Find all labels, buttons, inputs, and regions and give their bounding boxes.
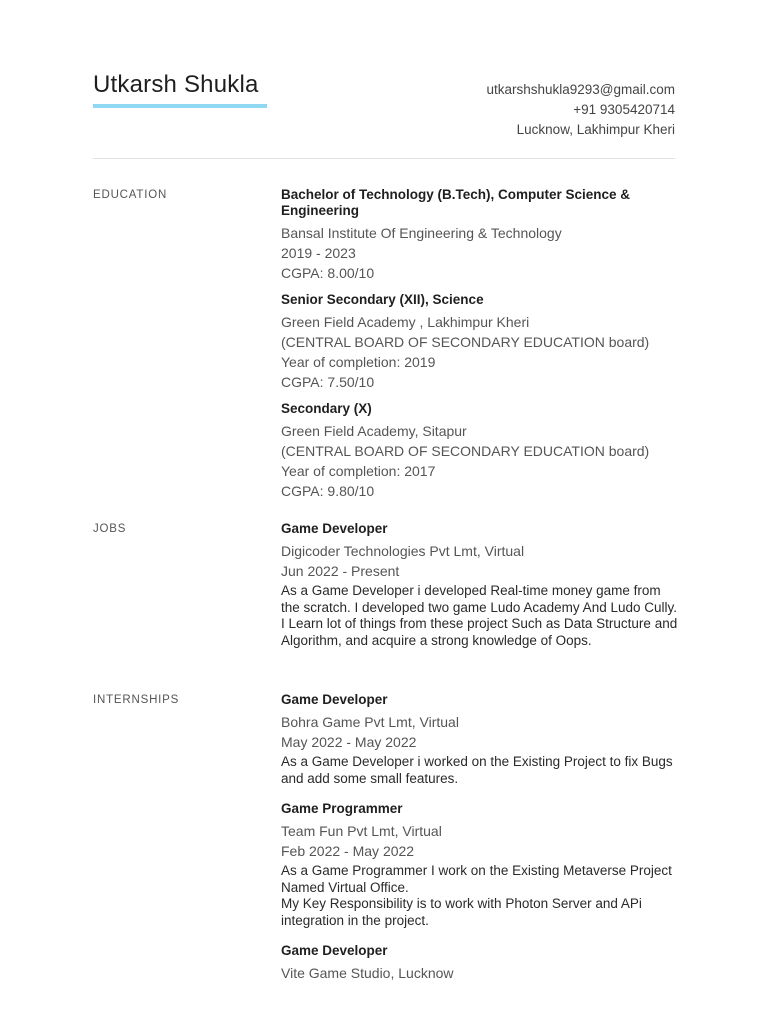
entry-institution: Bansal Institute Of Engineering & Technology <box>281 225 562 241</box>
name-accent-bar <box>93 104 267 108</box>
section-label-internships: INTERNSHIPS <box>93 694 180 706</box>
entry-title: Secondary (X) <box>281 401 372 416</box>
education-entry <box>281 187 681 283</box>
candidate-name: Utkarsh Shukla <box>93 71 259 98</box>
entry-title: Senior Secondary (XII), Science <box>281 292 484 307</box>
job-entry <box>281 521 681 649</box>
entry-board: (CENTRAL BOARD OF SECONDARY EDUCATION board) <box>281 334 650 350</box>
entry-dates: May 2022 - May 2022 <box>281 734 417 750</box>
internship-entry <box>281 801 681 929</box>
entry-company: Team Fun Pvt Lmt, Virtual <box>281 823 442 839</box>
entry-grade: CGPA: 8.00/10 <box>281 265 375 281</box>
internship-entry <box>281 943 681 983</box>
entry-title: Game Programmer <box>281 801 403 816</box>
section-label-education: EDUCATION <box>93 189 168 201</box>
entry-completion: Year of completion: 2019 <box>281 354 436 370</box>
entry-description: I Learn lot of things from these project Such as Data Structure and Algorithm, and acquire a strong knowledge of Oops. <box>281 616 678 648</box>
entry-title: Game Developer <box>281 692 388 707</box>
education-entry <box>281 292 681 392</box>
education-entry <box>281 401 681 501</box>
contact-email[interactable]: utkarshshukla9293@gmail.com <box>486 82 675 97</box>
contact-phone[interactable]: +91 9305420714 <box>573 102 675 117</box>
entry-grade: CGPA: 7.50/10 <box>281 374 375 390</box>
entry-title: Bachelor of Technology (B.Tech), Computer Science & Engineering <box>281 187 631 218</box>
entry-grade: CGPA: 9.80/10 <box>281 483 375 499</box>
entry-completion: Year of completion: 2017 <box>281 463 436 479</box>
entry-institution: Green Field Academy , Lakhimpur Kheri <box>281 314 530 330</box>
entry-dates: Jun 2022 - Present <box>281 563 400 579</box>
section-label-jobs: JOBS <box>93 523 127 535</box>
entry-company: Bohra Game Pvt Lmt, Virtual <box>281 714 459 730</box>
contact-location: Lucknow, Lakhimpur Kheri <box>516 122 675 137</box>
entry-dates: 2019 - 2023 <box>281 245 356 261</box>
entry-description: As a Game Programmer I work on the Existing Metaverse Project Named Virtual Office. <box>281 863 672 895</box>
entry-title: Game Developer <box>281 521 388 536</box>
contact-block <box>486 80 675 140</box>
header-divider <box>93 158 675 159</box>
entry-board: (CENTRAL BOARD OF SECONDARY EDUCATION board) <box>281 443 650 459</box>
entry-company: Digicoder Technologies Pvt Lmt, Virtual <box>281 543 525 559</box>
internship-entry <box>281 692 681 787</box>
entry-description: As a Game Developer i worked on the Existing Project to fix Bugs and add some small features. <box>281 754 673 786</box>
entry-description: My Key Responsibility is to work with Photon Server and APi integration in the project. <box>281 896 642 928</box>
entry-title: Game Developer <box>281 943 388 958</box>
entry-institution: Green Field Academy, Sitapur <box>281 423 467 439</box>
entry-dates: Feb 2022 - May 2022 <box>281 843 415 859</box>
entry-description: As a Game Developer i developed Real-time money game from the scratch. I developed two game Ludo Academy And Ludo Cully. <box>281 583 677 615</box>
entry-company: Vite Game Studio, Lucknow <box>281 965 454 981</box>
